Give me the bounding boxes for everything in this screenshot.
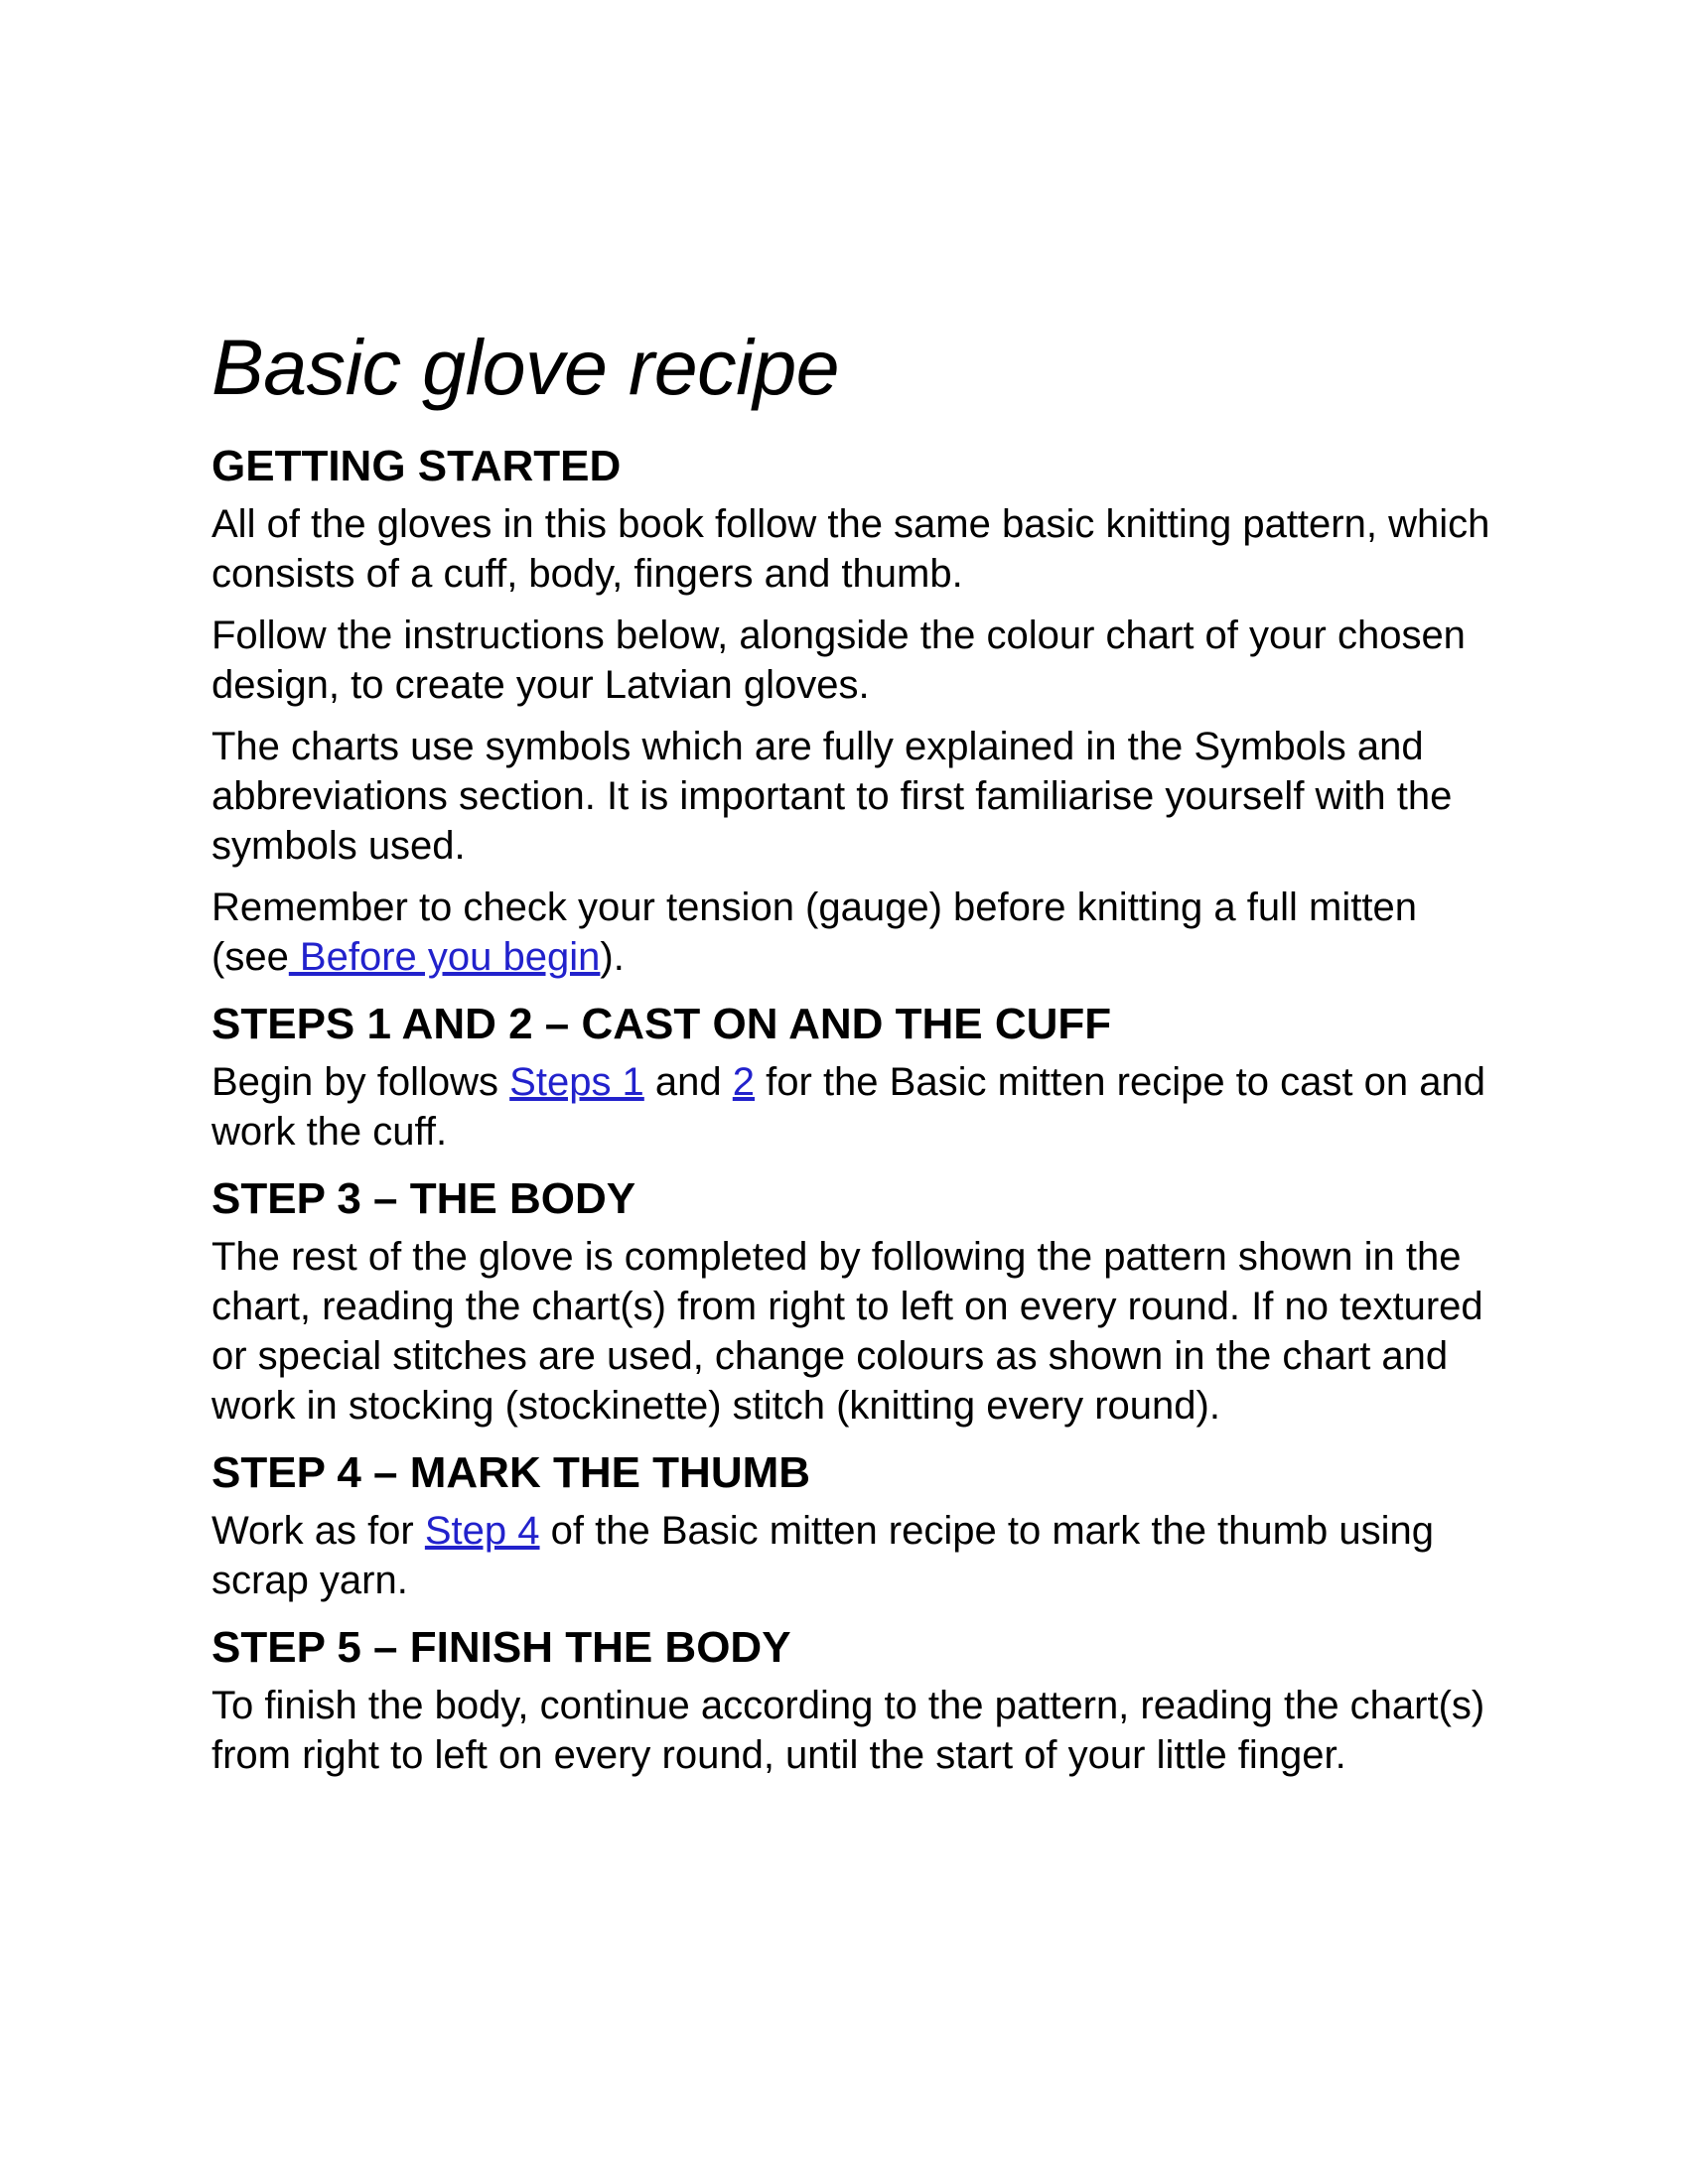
document-page bbox=[211, 323, 1502, 1792]
paragraph: The rest of the glove is completed by following the pattern shown in the chart, reading the chart(s) from right to left on every round. If no textured or special stitches are used, change colours as shown in the chart and work in stocking (stockinette) stitch (knitting every round). bbox=[211, 1235, 1483, 1428]
paragraph bbox=[211, 883, 1502, 982]
paragraph-text: of the Basic mitten recipe to mark the thumb using scrap yarn. bbox=[211, 1509, 1434, 1602]
paragraph: To finish the body, continue according to the pattern, reading the chart(s) from right to left on every round, until the start of your little finger. bbox=[211, 1684, 1485, 1777]
paragraph-text: Begin by follows bbox=[211, 1060, 510, 1104]
step-2-link[interactable]: 2 bbox=[732, 1060, 756, 1104]
section-heading: STEPS 1 AND 2 – CAST ON AND THE CUFF bbox=[211, 1000, 1112, 1048]
section-heading: GETTING STARTED bbox=[211, 442, 622, 490]
paragraph: Follow the instructions below, alongside the colour chart of your chosen design, to create your Latvian gloves. bbox=[211, 614, 1466, 707]
paragraph bbox=[211, 1057, 1502, 1157]
section-step-3 bbox=[211, 1174, 1502, 1431]
section-step-4 bbox=[211, 1448, 1502, 1605]
paragraph-text: ). bbox=[600, 935, 625, 979]
before-you-begin-link[interactable]: Before you begin bbox=[288, 935, 601, 979]
paragraph: All of the gloves in this book follow the same basic knitting pattern, which consists of a cuff, body, fingers and thumb. bbox=[211, 502, 1490, 596]
paragraph-text: Remember to check your tension (gauge) before knitting a full mitten (see bbox=[211, 886, 1417, 979]
section-heading: STEP 5 – FINISH THE BODY bbox=[211, 1623, 791, 1672]
section-heading: STEP 4 – MARK THE THUMB bbox=[211, 1448, 811, 1497]
page-title: Basic glove recipe bbox=[211, 323, 840, 411]
paragraph-text: Work as for bbox=[211, 1509, 425, 1553]
paragraph: The charts use symbols which are fully explained in the Symbols and abbreviations section. It is important to first familiarise yourself with the symbols used. bbox=[211, 725, 1453, 868]
paragraph bbox=[211, 1506, 1502, 1605]
paragraph-text: for the Basic mitten recipe to cast on and work the cuff. bbox=[211, 1060, 1485, 1154]
step-4-link[interactable]: Step 4 bbox=[424, 1509, 540, 1553]
section-heading: STEP 3 – THE BODY bbox=[211, 1174, 636, 1223]
paragraph-text: and bbox=[643, 1060, 733, 1104]
steps-1-link[interactable]: Steps 1 bbox=[509, 1060, 644, 1104]
section-steps-1-2 bbox=[211, 1000, 1502, 1157]
section-getting-started bbox=[211, 442, 1502, 982]
section-step-5 bbox=[211, 1623, 1502, 1780]
